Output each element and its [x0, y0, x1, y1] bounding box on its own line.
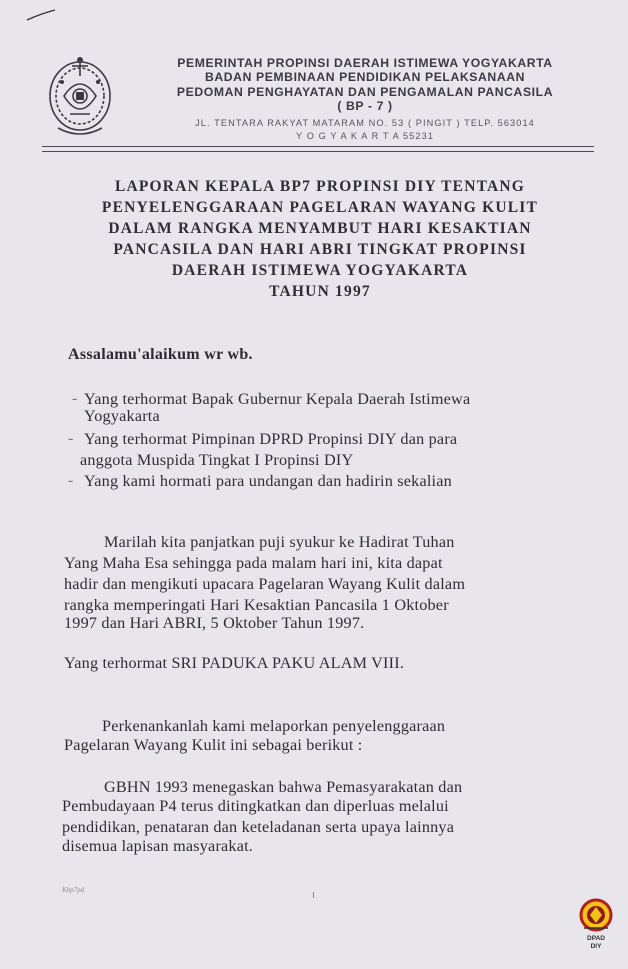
bullet-dash: - — [68, 472, 74, 489]
letterhead-divider-thin — [42, 151, 594, 152]
report-title-line-5: DAERAH ISTIMEWA YOGYAKARTA — [171, 262, 469, 279]
bullet-item-continuation: anggota Muspida Tingkat I Propinsi DIY — [80, 451, 354, 469]
bullet-item-continuation: Yogyakarta — [84, 407, 160, 425]
paragraph-4-line: disemua lapisan masyarakat. — [62, 837, 254, 855]
report-title-line-3: DALAM RANGKA MENYAMBUT HARI KESAKTIAN — [108, 220, 532, 237]
paragraph-3-line: Pagelaran Wayang Kulit ini sebagai berikut : — [64, 736, 363, 754]
paragraph-1-line: rangka memperingati Hari Kesaktian Pancasila 1 Oktober — [64, 596, 449, 614]
archive-logo-icon — [578, 898, 614, 952]
letterhead-line-1: PEMERINTAH PROPINSI DAERAH ISTIMEWA YOGYAKARTA — [177, 56, 553, 70]
paragraph-4-line: GBHN 1993 menegaskan bahwa Pemasyarakatan dan — [104, 778, 463, 796]
report-title-line-2: PENYELENGGARAAN PAGELARAN WAYANG KULIT — [101, 199, 539, 216]
bullet-item: Yang terhormat Pimpinan DPRD Propinsi DIY dan para — [84, 430, 458, 448]
footer-mark: Kbp7pd — [62, 886, 85, 894]
bullet-item: Yang terhormat Bapak Gubernur Kepala Daerah Istimewa — [84, 390, 471, 408]
logo-text-bottom: DIY — [590, 943, 602, 950]
paragraph-3-line: Perkenankanlah kami melaporkan penyelenggaraan — [102, 717, 446, 735]
report-title-line-6: TAHUN 1997 — [269, 283, 371, 300]
greeting: Assalamu'alaikum wr wb. — [68, 346, 253, 363]
bullet-item: Yang kami hormati para undangan dan hadirin sekalian — [84, 472, 452, 490]
report-title-line-1: LAPORAN KEPALA BP7 PROPINSI DIY TENTANG — [114, 178, 526, 195]
paragraph-1-line: 1997 dan Hari ABRI, 5 Oktober Tahun 1997. — [64, 614, 365, 632]
paragraph-2: Yang terhormat SRI PADUKA PAKU ALAM VIII. — [64, 654, 405, 672]
paragraph-4-line: pendidikan, penataran dan keteladanan serta upaya lainnya — [62, 818, 455, 836]
provincial-emblem-icon — [42, 52, 118, 140]
paragraph-1-line: hadir dan mengikuti upacara Pagelaran Wayang Kulit dalam — [64, 575, 466, 593]
letterhead-divider — [42, 146, 594, 147]
paragraph-1-line: Yang Maha Esa sehingga pada malam hari ini, kita dapat — [64, 554, 443, 572]
pen-mark — [26, 8, 56, 22]
logo-text-top: DPAD — [587, 935, 605, 942]
paragraph-4-line: Pembudayaan P4 terus ditingkatkan dan diperluas melalui — [62, 797, 449, 815]
letterhead-line-3: PEDOMAN PENGHAYATAN DAN PENGAMALAN PANCASILA — [176, 85, 554, 99]
letterhead-line-2: BADAN PEMBINAAN PENDIDIKAN PELAKSANAAN — [204, 70, 526, 84]
page-tick — [313, 892, 314, 898]
report-title-line-4: PANCASILA DAN HARI ABRI TINGKAT PROPINSI — [113, 241, 527, 258]
bullet-dash: - — [72, 390, 78, 407]
letterhead-line-4: ( BP - 7 ) — [337, 99, 393, 113]
paragraph-1-line: Marilah kita panjatkan puji syukur ke Hadirat Tuhan — [104, 533, 455, 551]
letterhead-address-1: JL. TENTARA RAKYAT MATARAM NO. 53 ( PINGIT ) TELP. 563014 — [195, 118, 535, 128]
bullet-dash: - — [68, 430, 74, 447]
letterhead-address-2: Y O G Y A K A R T A 55231 — [295, 131, 434, 141]
